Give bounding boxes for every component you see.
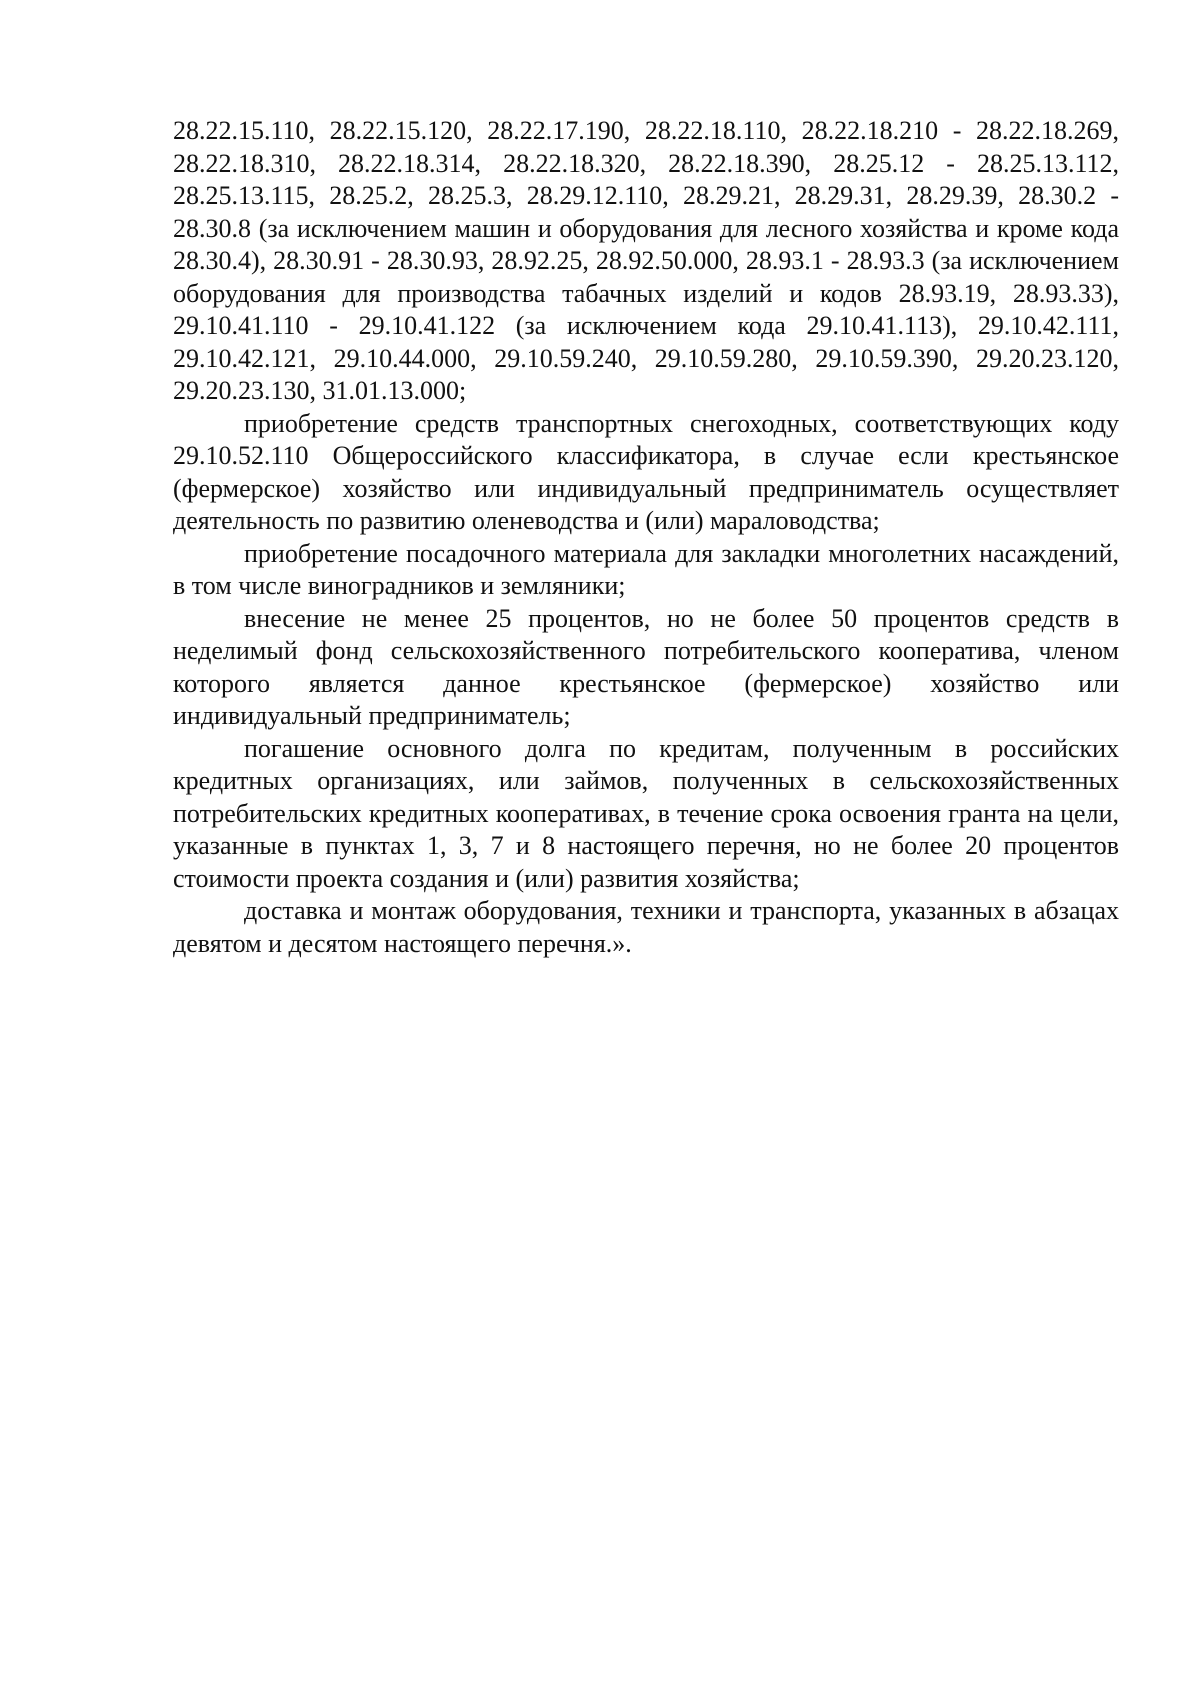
paragraph-delivery-installation: доставка и монтаж оборудования, техники и транспорта, указанных в абзацах девятом и десятом настоящего перечня.». <box>173 896 1119 958</box>
paragraph-code-list: 28.22.15.110, 28.22.15.120, 28.22.17.190, 28.22.18.110, 28.22.18.210 - 28.22.18.269, 28.22.18.310, 28.22.18.314, 28.22.18.320, 28.22.18.390, 28.25.12 - 28.25.13.112, 28.25.13.115, 28.25.2, 28.25.3, 28.29.12.110, 28.29.21, 28.29.31, 28.29.39, 28.30.2 - 28.30.8 (за исключением машин и оборудования для лесного хозяйства и кроме кода 28.30.4), 28.30.91 - 28.30.93, 28.92.25, 28.92.50.000, 28.93.1 - 28.93.3 (за исключением оборудования для производства табачных изделий и кодов 28.93.19, 28.93.33), 29.10.41.110 - 29.10.41.122 (за исключением кода 29.10.41.113), 29.10.42.111, 29.10.42.121, 29.10.44.000, 29.10.59.240, 29.10.59.280, 29.10.59.390, 29.20.23.120, 29.20.23.130, 31.01.13.000; <box>173 116 1119 405</box>
paragraph-snowmobiles: приобретение средств транспортных снегоходных, соответствующих коду 29.10.52.110 Общероссийского классификатора, в случае если крестьянское (фермерское) хозяйство или индивидуальный предприниматель осуществляет деятельность по развитию оленеводства и (или) мараловодства; <box>173 408 1119 535</box>
paragraph-indivisible-fund: внесение не менее 25 процентов, но не более 50 процентов средств в неделимый фонд сельскохозяйственного потребительского кооператива, членом которого является данное крестьянское (фермерское) хозяйство или индивидуальный предприниматель; <box>173 603 1119 730</box>
paragraph-planting-material: приобретение посадочного материала для закладки многолетних насаждений, в том числе виноградников и земляники; <box>173 538 1119 600</box>
paragraph-loan-repayment: погашение основного долга по кредитам, полученным в российских кредитных организациях, или займов, полученных в сельскохозяйственных потребительских кредитных кооперативах, в течение срока освоения гранта на цели, указанные в пунктах 1, 3, 7 и 8 настоящего перечня, но не более 20 процентов стоимости проекта создания и (или) развития хозяйства; <box>173 733 1119 893</box>
document-body <box>173 115 1119 960</box>
